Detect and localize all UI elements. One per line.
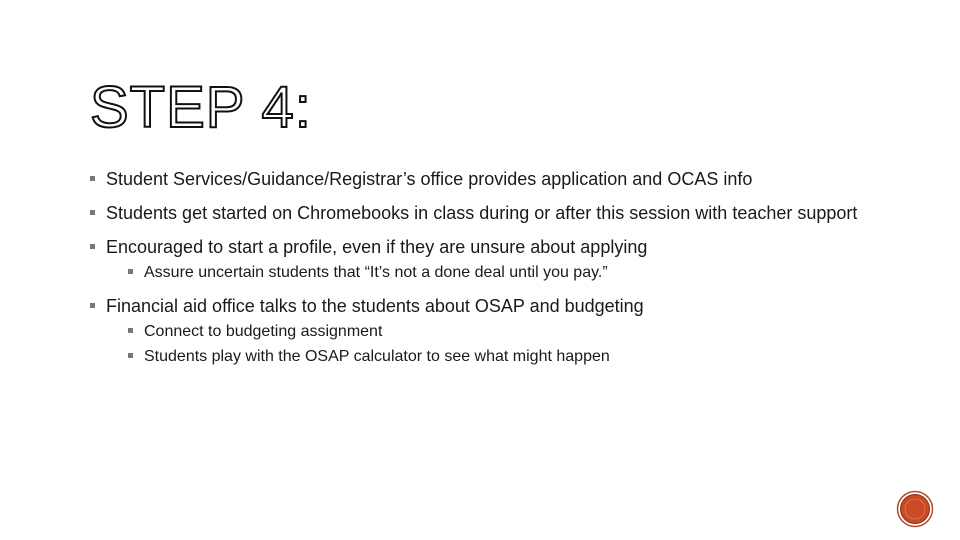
bullet-item [90, 295, 880, 367]
sub-bullet-marker-icon [128, 269, 133, 274]
sub-bullet-item [128, 346, 880, 367]
sub-bullet-marker-icon [128, 328, 133, 333]
bullet-item [90, 168, 880, 190]
sub-bullet-text: Assure uncertain students that “It’s not a done deal until you pay.” [144, 264, 608, 281]
bullet-item [90, 236, 880, 283]
sub-bullet-item [128, 262, 880, 283]
seal-logo-icon [896, 490, 934, 528]
bullet-text: Financial aid office talks to the students about OSAP and budgeting [106, 296, 644, 316]
bullet-text: Student Services/Guidance/Registrar’s office provides application and OCAS info [106, 169, 753, 189]
bullet-marker-icon [90, 176, 95, 181]
sub-bullet-item [128, 321, 880, 342]
bullet-marker-icon [90, 303, 95, 308]
sub-bullet-marker-icon [128, 353, 133, 358]
bullet-marker-icon [90, 244, 95, 249]
slide-title: STEP 4: [90, 75, 312, 140]
sub-bullet-text: Connect to budgeting assignment [144, 323, 383, 340]
sub-bullet-list [106, 321, 880, 367]
seal-logo-svg [896, 490, 934, 528]
bullet-list [90, 168, 880, 379]
bullet-marker-icon [90, 210, 95, 215]
sub-bullet-list [106, 262, 880, 283]
sub-bullet-text: Students play with the OSAP calculator to see what might happen [144, 348, 610, 365]
bullet-text: Students get started on Chromebooks in class during or after this session with teacher support [106, 203, 858, 223]
bullet-text: Encouraged to start a profile, even if they are unsure about applying [106, 237, 648, 257]
bullet-item [90, 202, 880, 224]
